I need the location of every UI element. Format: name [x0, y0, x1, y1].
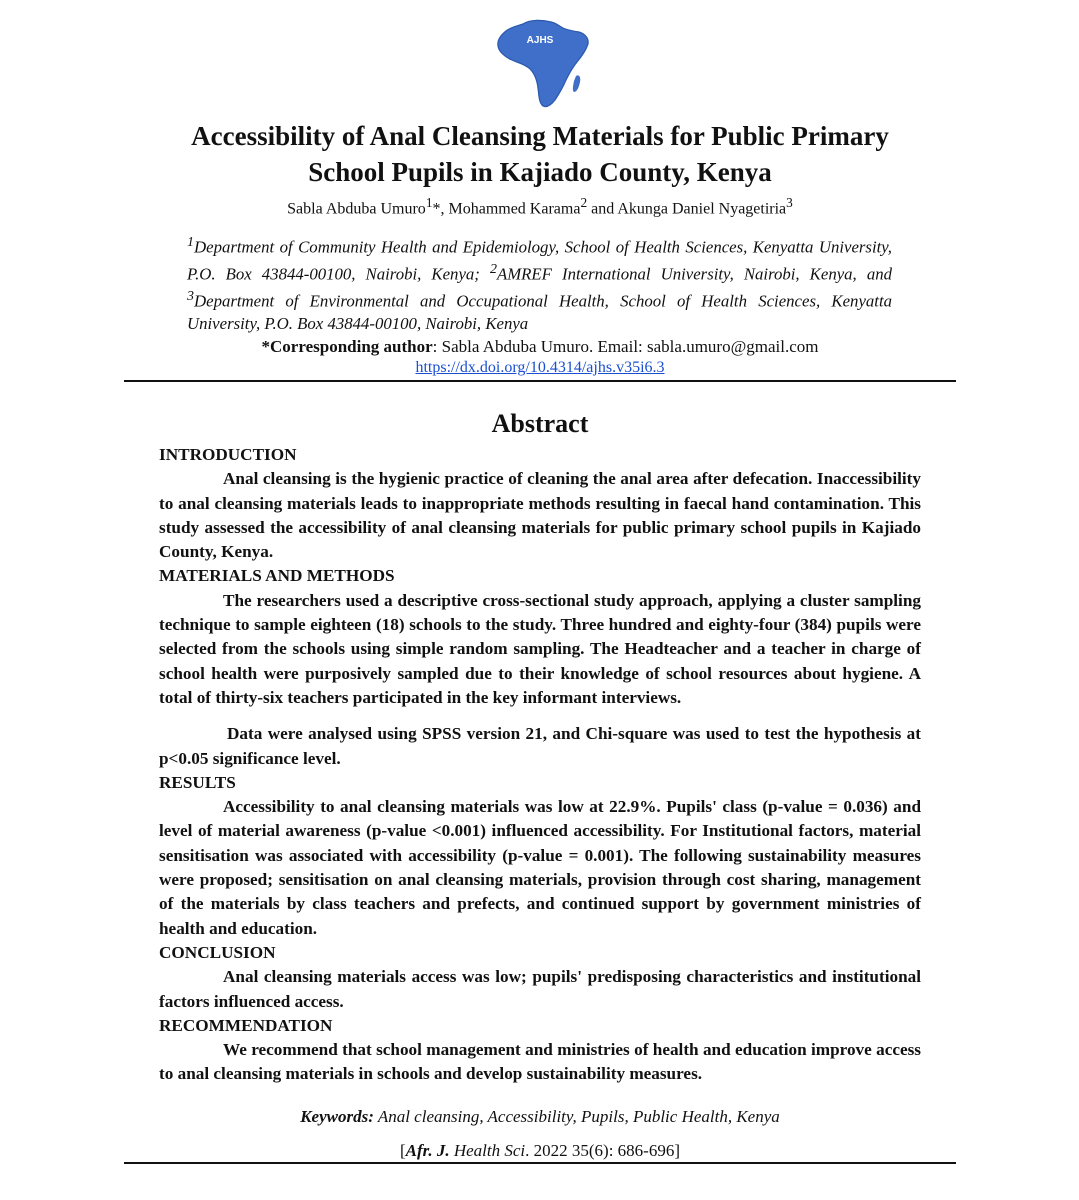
- affil-3-marker: 3: [187, 289, 194, 305]
- citation-open: [: [399, 1141, 406, 1160]
- recommendation-heading: RECOMMENDATION: [159, 1015, 333, 1035]
- keywords: [120, 1106, 960, 1128]
- author-list: [120, 193, 960, 219]
- author-3-affil: 3: [786, 195, 793, 210]
- bottom-divider: [124, 1162, 956, 1164]
- paper-title: [120, 118, 960, 190]
- affil-1-marker: 1: [187, 235, 194, 250]
- author-3-name: Akunga Daniel Nyagetiria: [617, 200, 787, 218]
- author-1-affil: 1: [425, 195, 433, 210]
- citation: [120, 1140, 960, 1162]
- ajhs-africa-logo-icon: [493, 16, 593, 112]
- recommendation-text: We recommend that school management and ministries of health and education improve access to anal cleansing materials in schools and develop sustainability measures.: [159, 1040, 921, 1084]
- africa-map-icon: [498, 20, 588, 106]
- affil-2-text: AMREF International University, Nairobi, Kenya, and: [496, 264, 892, 284]
- citation-journal-2: Health Sci: [449, 1141, 526, 1160]
- title-line-2: School Pupils in Kajiado County, Kenya: [308, 157, 772, 187]
- results-text: Accessibility to anal cleansing materials was low at 22.9%. Pupils' class (p-value = 0.036) and level of material awareness (p-value <0.001) influenced accessibility. For Institutional factors, material sensitisation was associated with accessibility (p-value = 0.001). The following sustainability measures were proposed; sensitisation on anal cleansing materials, provision through cost sharing, management of the materials by class teachers and prefects, and continued support by government ministries of health and education.: [159, 797, 921, 938]
- results-heading: RESULTS: [159, 772, 236, 792]
- conclusion-heading: CONCLUSION: [159, 942, 276, 962]
- affiliations: [187, 232, 892, 336]
- citation-details: . 2022 35(6): 686-696]: [525, 1141, 681, 1160]
- introduction-text: Anal cleansing is the hygienic practice of cleaning the anal area after defecation. Inaccessibility to anal cleansing materials leads to inappropriate methods resulting in faecal hand contamination. This study assessed the accessibility of anal cleansing materials for public primary school pupils in Kajiado County, Kenya.: [159, 469, 921, 562]
- methods-heading: MATERIALS AND METHODS: [159, 566, 395, 586]
- author-2-affil: 2: [580, 195, 588, 210]
- abstract-heading: Abstract: [491, 409, 589, 438]
- madagascar-shape: [573, 75, 580, 92]
- author-separator: ,: [440, 200, 449, 218]
- keywords-text: Anal cleansing, Accessibility, Pupils, Public Health, Kenya: [373, 1107, 780, 1126]
- author-2-name: Mohammed Karama: [448, 200, 581, 218]
- author-1-name: Sabla Abduba Umuro: [287, 200, 426, 218]
- keywords-label: Keywords:: [300, 1107, 374, 1126]
- top-divider: [124, 380, 956, 382]
- logo-text: AJHS: [526, 35, 554, 46]
- title-line-1: Accessibility of Anal Cleansing Materials for Public Primary: [191, 121, 889, 151]
- abstract-body: [159, 443, 921, 1087]
- affil-2-marker: 2: [489, 262, 497, 278]
- doi-link[interactable]: https://dx.doi.org/10.4314/ajhs.v35i6.3: [415, 359, 665, 376]
- corresponding-label: *Corresponding author: [261, 337, 433, 356]
- methods-text-1: The researchers used a descriptive cross-sectional study approach, applying a cluster sampling technique to sample eighteen (18) schools to the study. Three hundred and eighty-four (384) pupils were selected from the schools using simple random sampling. The Headteacher and a teacher in charge of school health were purposively sampled due to their knowledge of school resources about hygiene. A total of thirty-six teachers participated in the key informant interviews.: [159, 590, 921, 707]
- author-separator: and: [587, 200, 618, 218]
- introduction-heading: INTRODUCTION: [159, 445, 297, 464]
- corresponding-author: [120, 336, 960, 358]
- citation-journal-1: Afr. J.: [405, 1141, 450, 1160]
- affil-1-text: Department of Community Health and Epidemiology, School of Health Sciences, Kenyatta University, P.O. Box 43844-00100, Nairobi, Kenya;: [187, 237, 892, 284]
- conclusion-text: Anal cleansing materials access was low; pupils' predisposing characteristics and institutional factors influenced access.: [159, 967, 921, 1011]
- affil-3-text: Department of Environmental and Occupational Health, School of Health Sciences, Kenyatta University, P.O. Box 43844-00100, Nairobi, Kenya: [187, 291, 892, 334]
- methods-text-2: Data were analysed using SPSS version 21, and Chi-square was used to test the hypothesis at p<0.05 significance level.: [159, 724, 921, 768]
- corresponding-text: : Sabla Abduba Umuro. Email: sabla.umuro@gmail.com: [432, 337, 819, 356]
- author-1-corresponding-mark: *: [432, 200, 441, 218]
